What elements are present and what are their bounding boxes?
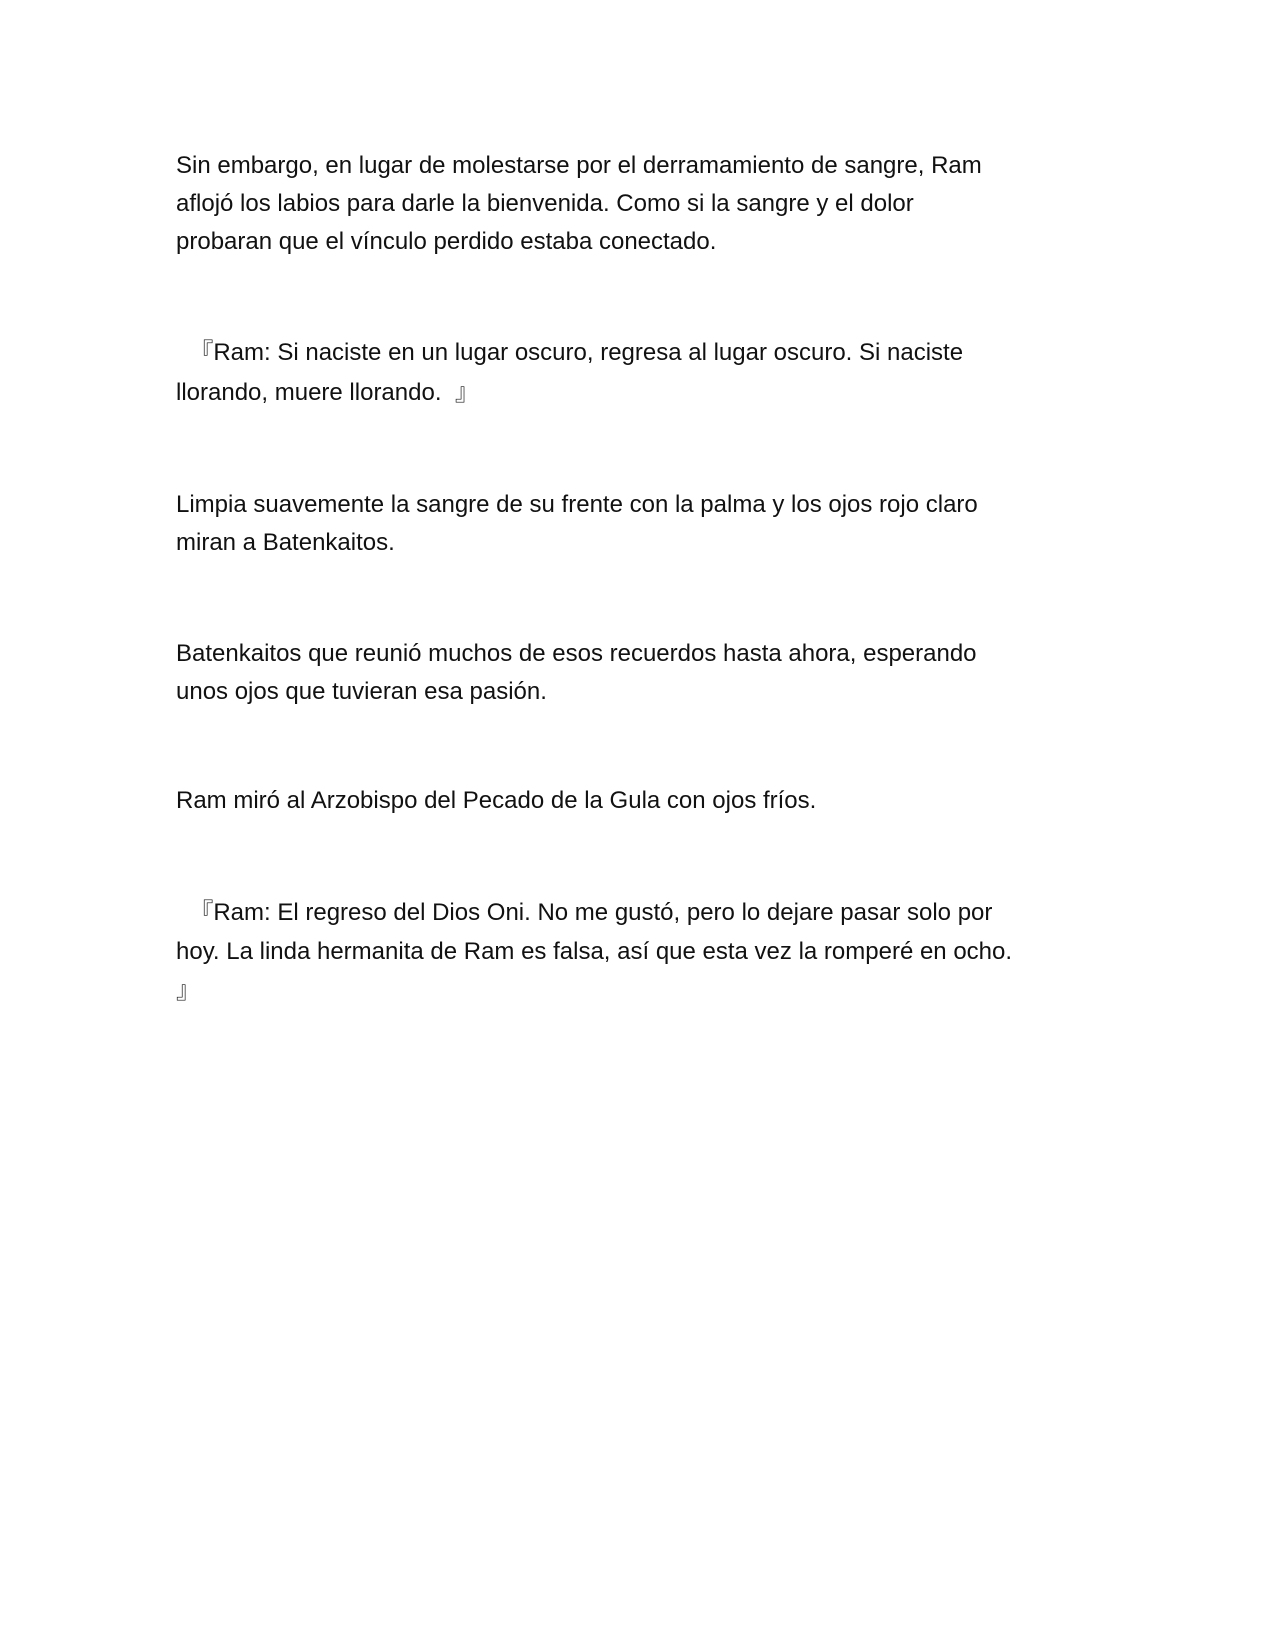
paragraph-4: Batenkaitos que reunió muchos de esos recuerdos hasta ahora, esperando unos ojos que tuvieran esa pasión. [176,640,977,705]
paragraph-1: Sin embargo, en lugar de molestarse por el derramamiento de sangre, Ram aflojó los labios para darle la bienvenida. Como si la sangre y el dolor probaran que el vínculo perdido estaba conectado. [176,152,982,255]
paragraph-5: Ram miró al Arzobispo del Pecado de la Gula con ojos fríos. [176,787,817,814]
paragraph-3: Limpia suavemente la sangre de su frente con la palma y los ojos rojo claro miran a Batenkaitos. [176,491,978,556]
paragraph-2-dialogue: 『Ram: Si naciste en un lugar oscuro, regresa al lugar oscuro. Si naciste llorando, muere llorando. 』 [176,339,964,406]
paragraph-6-dialogue: 『Ram: El regreso del Dios Oni. No me gustó, pero lo dejare pasar solo por hoy. La linda hermanita de Ram es falsa, así que esta vez la romperé en ocho. 』 [176,899,1013,1004]
